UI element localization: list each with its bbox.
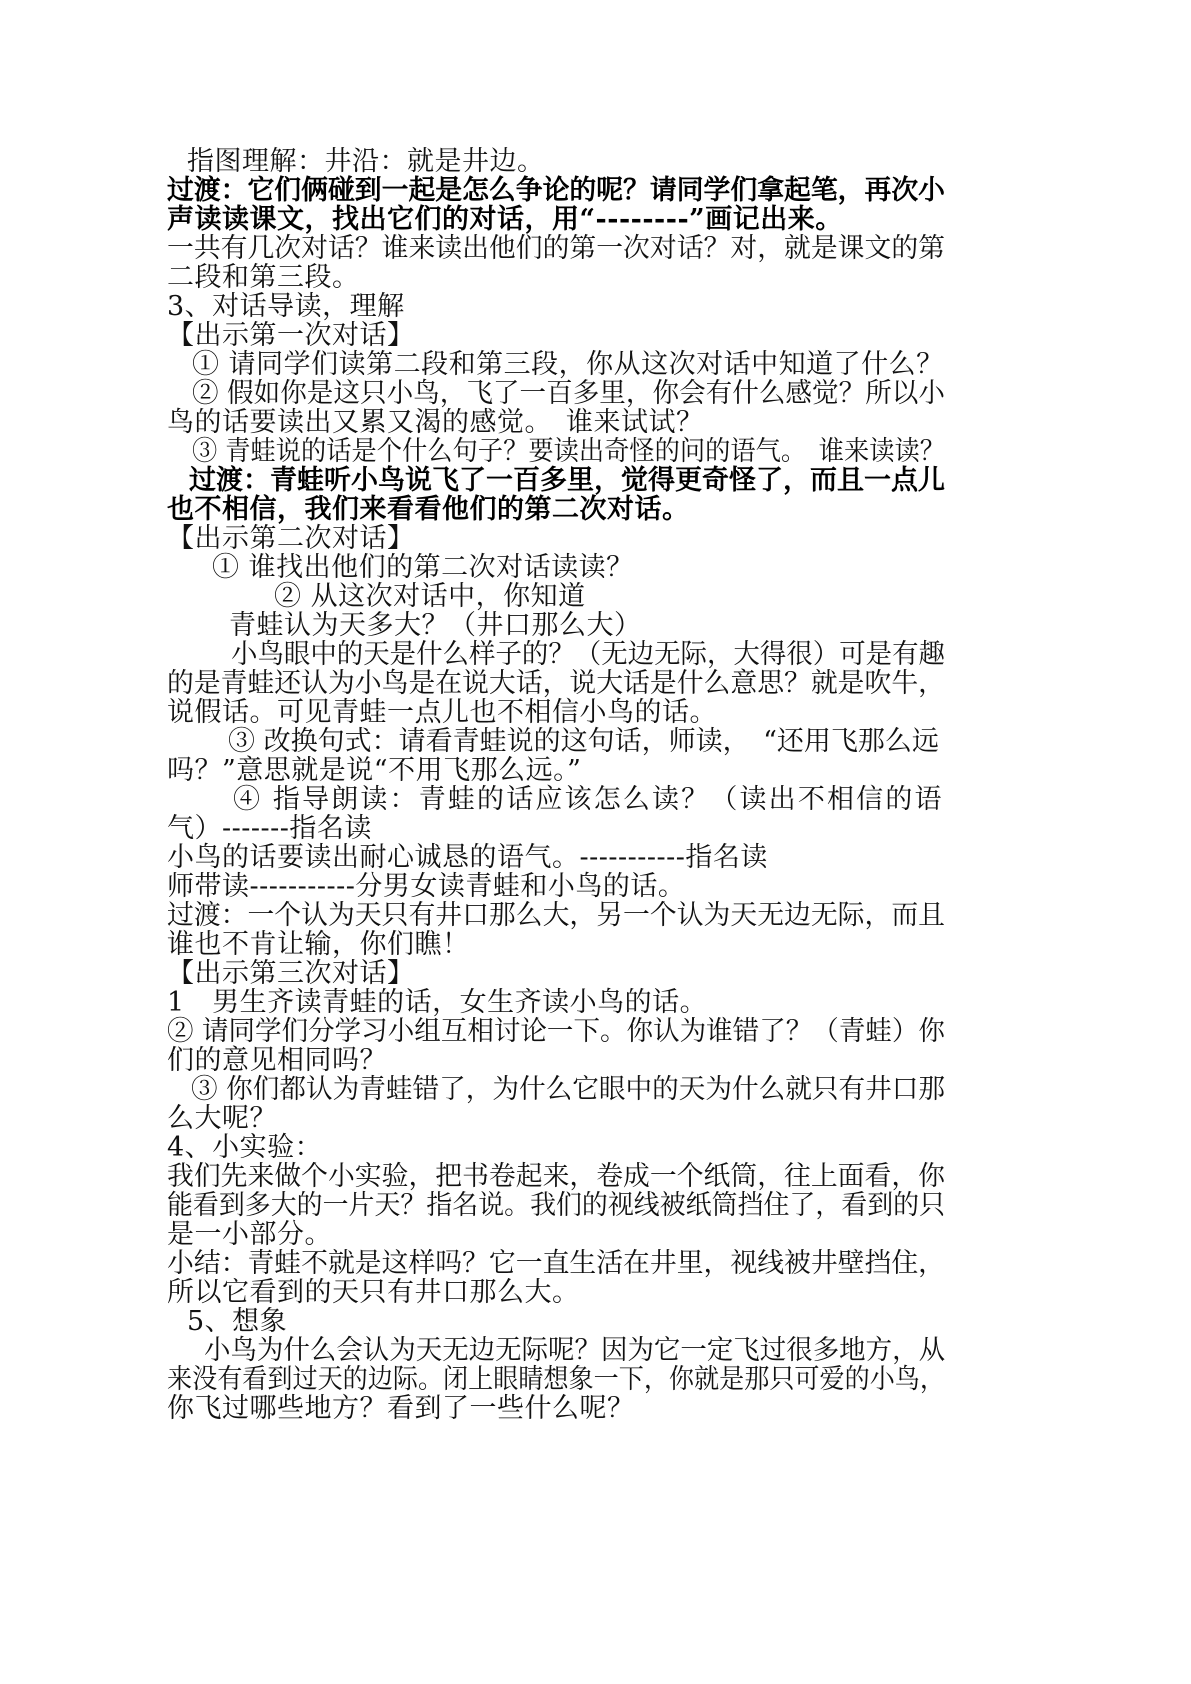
text-line: 小鸟的话要读出耐心诚恳的语气。-----------指名读 [167,842,768,873]
text-line: 1 男生齐读青蛙的话，女生齐读小鸟的话。 [167,987,708,1018]
text-line: ① 谁找出他们的第二次对话读读？ [212,552,634,583]
text-line: ③ 改换句式：请看青蛙说的这句话，师读， “还用飞那么远 [228,726,939,757]
text-line: 小鸟为什么会认为天无边无际呢？因为它一定飞过很多地方，从 [204,1335,946,1366]
text-line: 鸟的话要读出又累又渴的感觉。 谁来试试？ [167,407,704,438]
text-line: 们的意见相同吗？ [167,1045,387,1076]
text-line: 我们先来做个小实验，把书卷起来，卷成一个纸筒，往上面看，你 [167,1161,945,1192]
text-line: ② 假如你是这只小鸟，飞了一百多里，你会有什么感觉？所以小 [192,378,945,409]
text-line: 小鸟眼中的天是什么样子的？（无边无际，大得很）可是有趣 [231,639,945,670]
text-line: 么大呢？ [167,1103,277,1134]
text-line: 【出示第三次对话】 [167,958,415,989]
text-line: 二段和第三段。 [167,262,360,293]
text-line: 3、对话导读，理解 [167,291,405,322]
text-line: 是一小部分。 [167,1219,332,1250]
text-line: ② 请同学们分学习小组互相讨论一下。你认为谁错了？（青蛙）你 [167,1016,945,1047]
text-line: ① 请同学们读第二段和第三段，你从这次对话中知道了什么？ [192,349,944,380]
text-line: 过渡：它们俩碰到一起是怎么争论的呢？请同学们拿起笔，再次小 [167,175,945,206]
text-line: 5、想象 [187,1306,288,1337]
text-line: 能看到多大的一片天？指名说。我们的视线被纸筒挡住了，看到的只 [167,1190,946,1221]
text-line: 也不相信，我们来看看他们的第二次对话。 [167,494,690,525]
text-line: ④ 指导朗读：青蛙的话应该怎么读？（读出不相信的语 [233,784,944,815]
text-line: 一共有几次对话？谁来读出他们的第一次对话？对，就是课文的第 [167,233,945,264]
text-line: 过渡：青蛙听小鸟说飞了一百多里，觉得更奇怪了，而且一点儿 [189,465,945,496]
text-line: 青蛙认为天多大？（井口那么大） [229,610,642,641]
text-line: 你飞过哪些地方？看到了一些什么呢？ [167,1393,635,1424]
text-line: ② 从这次对话中，你知道 [274,581,586,612]
text-line: 来没有看到过天的边际。闭上眼睛想象一下，你就是那只可爱的小鸟， [167,1364,945,1395]
text-line: 【出示第二次对话】 [167,523,415,554]
text-line: 过渡：一个认为天只有井口那么大，另一个认为天无边无际，而且 [167,900,945,931]
text-line: 声读读课文，找出它们的对话，用“--------”画记出来。 [167,204,843,235]
text-line: 指图理解：井沿：就是井边。 [187,146,545,177]
text-line: 【出示第一次对话】 [167,320,415,351]
text-line: 4、小实验： [167,1132,323,1163]
text-line: ③ 青蛙说的话是个什么句子？要读出奇怪的问的语气。 谁来读读？ [192,436,946,467]
text-line: 谁也不肯让输，你们瞧！ [167,929,470,960]
text-line: 所以它看到的天只有井口那么大。 [167,1277,580,1308]
text-line: 小结：青蛙不就是这样吗？它一直生活在井里，视线被井壁挡住， [167,1248,945,1279]
text-line: 说假话。可见青蛙一点儿也不相信小鸟的话。 [167,697,717,728]
text-line: 的是青蛙还认为小鸟是在说大话，说大话是什么意思？就是吹牛， [167,668,945,699]
text-line: ③ 你们都认为青蛙错了，为什么它眼中的天为什么就只有井口那 [191,1074,945,1105]
text-line: 气）-------指名读 [167,813,372,844]
text-line: 师带读-----------分男女读青蛙和小鸟的话。 [167,871,686,902]
text-line: 吗？”意思就是说“不用飞那么远。” [167,755,582,786]
